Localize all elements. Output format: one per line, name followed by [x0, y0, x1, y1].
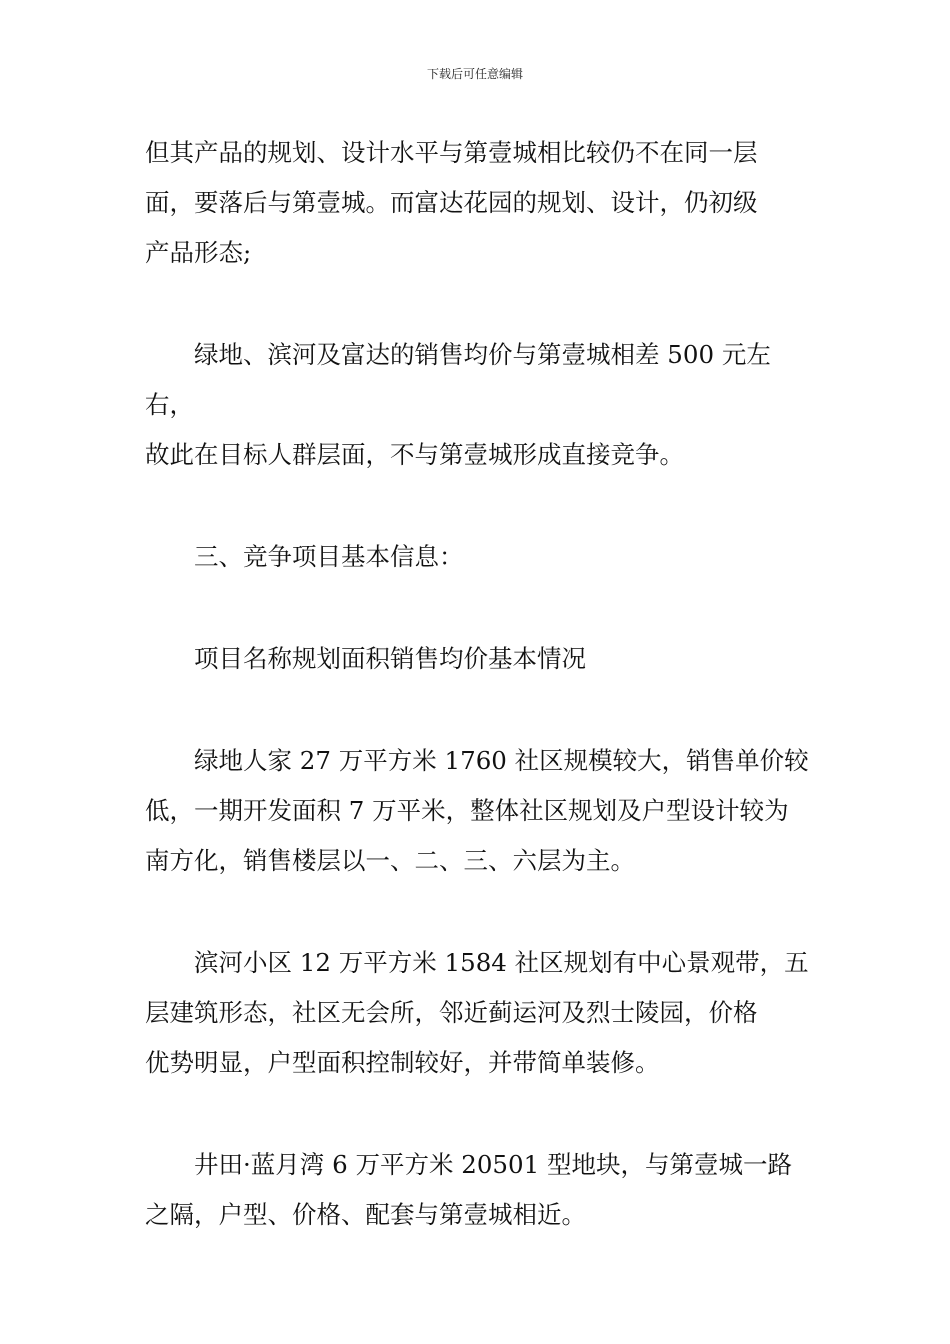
- paragraph-2-line-1: 绿地、滨河及富达的销售均价与第壹城相差 500 元左右，: [145, 340, 771, 419]
- paragraph-jingtian: [145, 1140, 817, 1240]
- paragraph-1-line-3: 产品形态;: [145, 238, 252, 267]
- section-heading: [145, 532, 817, 582]
- table-header-text: 项目名称规划面积销售均价基本情况: [194, 644, 586, 673]
- paragraph-jingtian-line-1: 井田·蓝月湾 6 万平方米 20501 型地块，与第壹城一路: [194, 1150, 792, 1179]
- paragraph-1-line-1: 但其产品的规划、设计水平与第壹城相比较仍不在同一层: [145, 138, 758, 167]
- paragraph-jingtian-line-2: 之隔，户型、价格、配套与第壹城相近。: [145, 1200, 586, 1229]
- paragraph-2: [145, 330, 817, 480]
- paragraph-lvdi-line-1: 绿地人家 27 万平方米 1760 社区规模较大，销售单价较: [194, 746, 809, 775]
- paragraph-lvdi-line-2: 低，一期开发面积 7 万平米，整体社区规划及户型设计较为: [145, 796, 789, 825]
- paragraph-lvdi: [145, 736, 817, 886]
- table-header-line: [145, 634, 817, 684]
- paragraph-1-line-2: 面，要落后与第壹城。而富达花园的规划、设计，仍初级: [145, 188, 758, 217]
- section-heading-text: 三、竞争项目基本信息：: [194, 542, 464, 571]
- page-header: 下载后可任意编辑: [426, 67, 523, 81]
- paragraph-binhe: [145, 938, 817, 1088]
- paragraph-2-line-2: 故此在目标人群层面，不与第壹城形成直接竞争。: [145, 440, 684, 469]
- paragraph-1: [145, 128, 817, 278]
- paragraph-binhe-line-1: 滨河小区 12 万平方米 1584 社区规划有中心景观带，五: [194, 948, 809, 977]
- paragraph-binhe-line-2: 层建筑形态，社区无会所，邻近蓟运河及烈士陵园，价格: [145, 998, 758, 1027]
- paragraph-binhe-line-3: 优势明显，户型面积控制较好，并带简单装修。: [145, 1048, 660, 1077]
- paragraph-lvdi-line-3: 南方化，销售楼层以一、二、三、六层为主。: [145, 846, 635, 875]
- document-body: [145, 128, 817, 1240]
